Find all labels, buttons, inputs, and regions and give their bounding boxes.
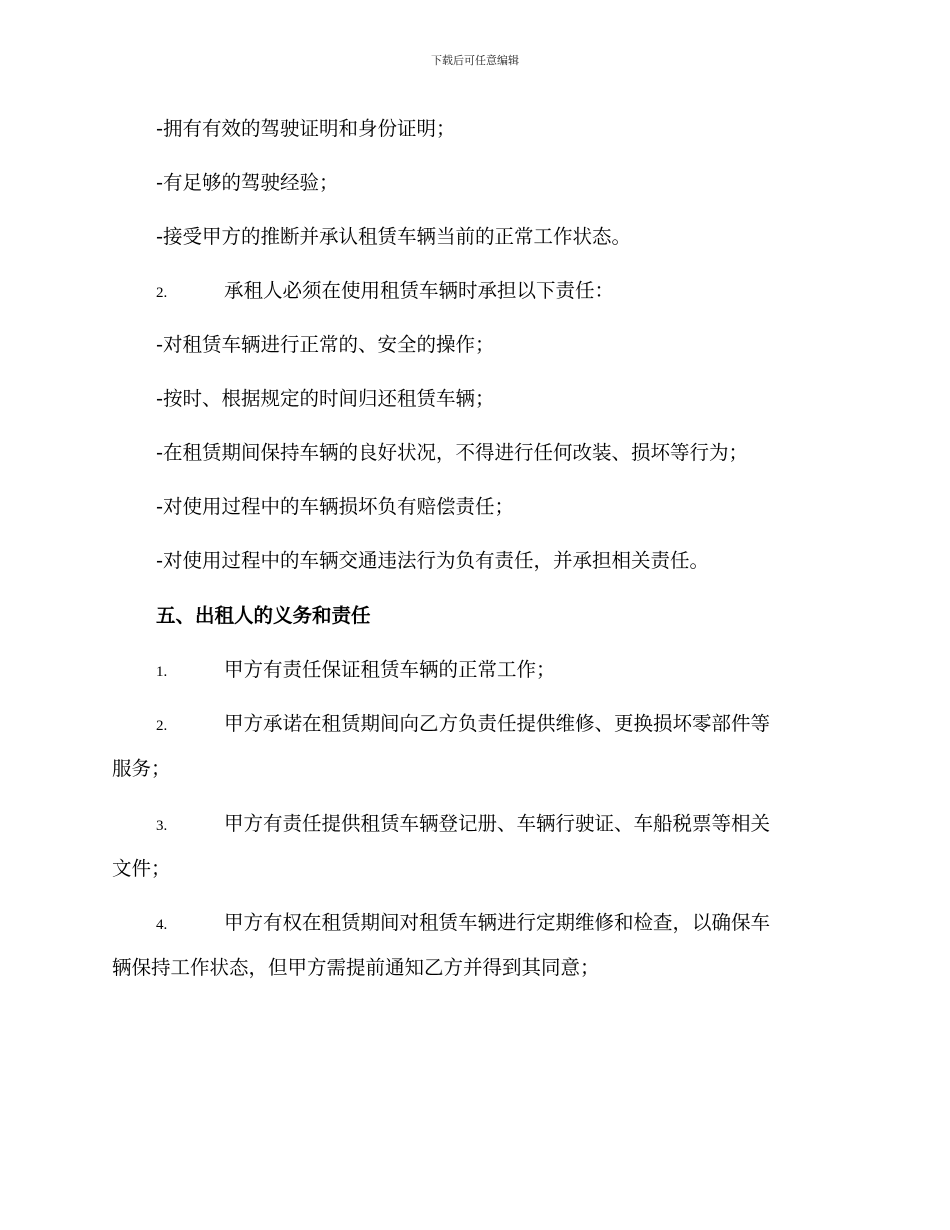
clause-2 (156, 278, 614, 306)
list-item: -对使用过程中的车辆损坏负有赔偿责任； (156, 495, 515, 518)
list-item: -对使用过程中的车辆交通违法行为负有责任，并承担相关责任。 (156, 549, 710, 572)
clause-text: 甲方有权在租赁期间对租赁车辆进行定期维修和检查，以确保车 (224, 911, 771, 934)
page-header-note: 下载后可任意编辑 (431, 54, 519, 67)
clause-text: 甲方有责任提供租赁车辆登记册、车辆行驶证、车船税票等相关 (224, 812, 771, 835)
clause-text: 甲方有责任保证租赁车辆的正常工作； (224, 658, 556, 681)
list-item: -拥有有效的驾驶证明和身份证明； (156, 117, 456, 140)
clause-number: 1. (156, 664, 168, 680)
clause-continuation: 辆保持工作状态，但甲方需提前通知乙方并得到其同意； (112, 956, 600, 979)
list-item: -按时、根据规定的时间归还租赁车辆； (156, 387, 495, 410)
list-item: -在租赁期间保持车辆的良好状况，不得进行任何改装、损坏等行为； (156, 441, 749, 464)
clause-text: 承租人必须在使用租赁车辆时承担以下责任： (224, 279, 615, 302)
clause-number: 4. (156, 917, 168, 933)
list-item: -有足够的驾驶经验； (156, 171, 339, 194)
clause-number: 2. (156, 285, 168, 301)
clause-item (156, 811, 770, 839)
list-item: -接受甲方的推断并承认租赁车辆当前的正常工作状态。 (156, 225, 632, 248)
clause-text: 甲方承诺在租赁期间向乙方负责任提供维修、更换损坏零部件等 (224, 712, 771, 735)
clause-item (156, 910, 770, 938)
clause-number: 2. (156, 718, 168, 734)
clause-number: 3. (156, 818, 168, 834)
clause-item (156, 711, 770, 739)
clause-item (156, 657, 556, 685)
list-item: -对租赁车辆进行正常的、安全的操作； (156, 333, 495, 356)
section-heading: 五、出租人的义务和责任 (156, 604, 371, 627)
clause-continuation: 服务； (112, 757, 171, 780)
clause-continuation: 文件； (112, 857, 171, 880)
